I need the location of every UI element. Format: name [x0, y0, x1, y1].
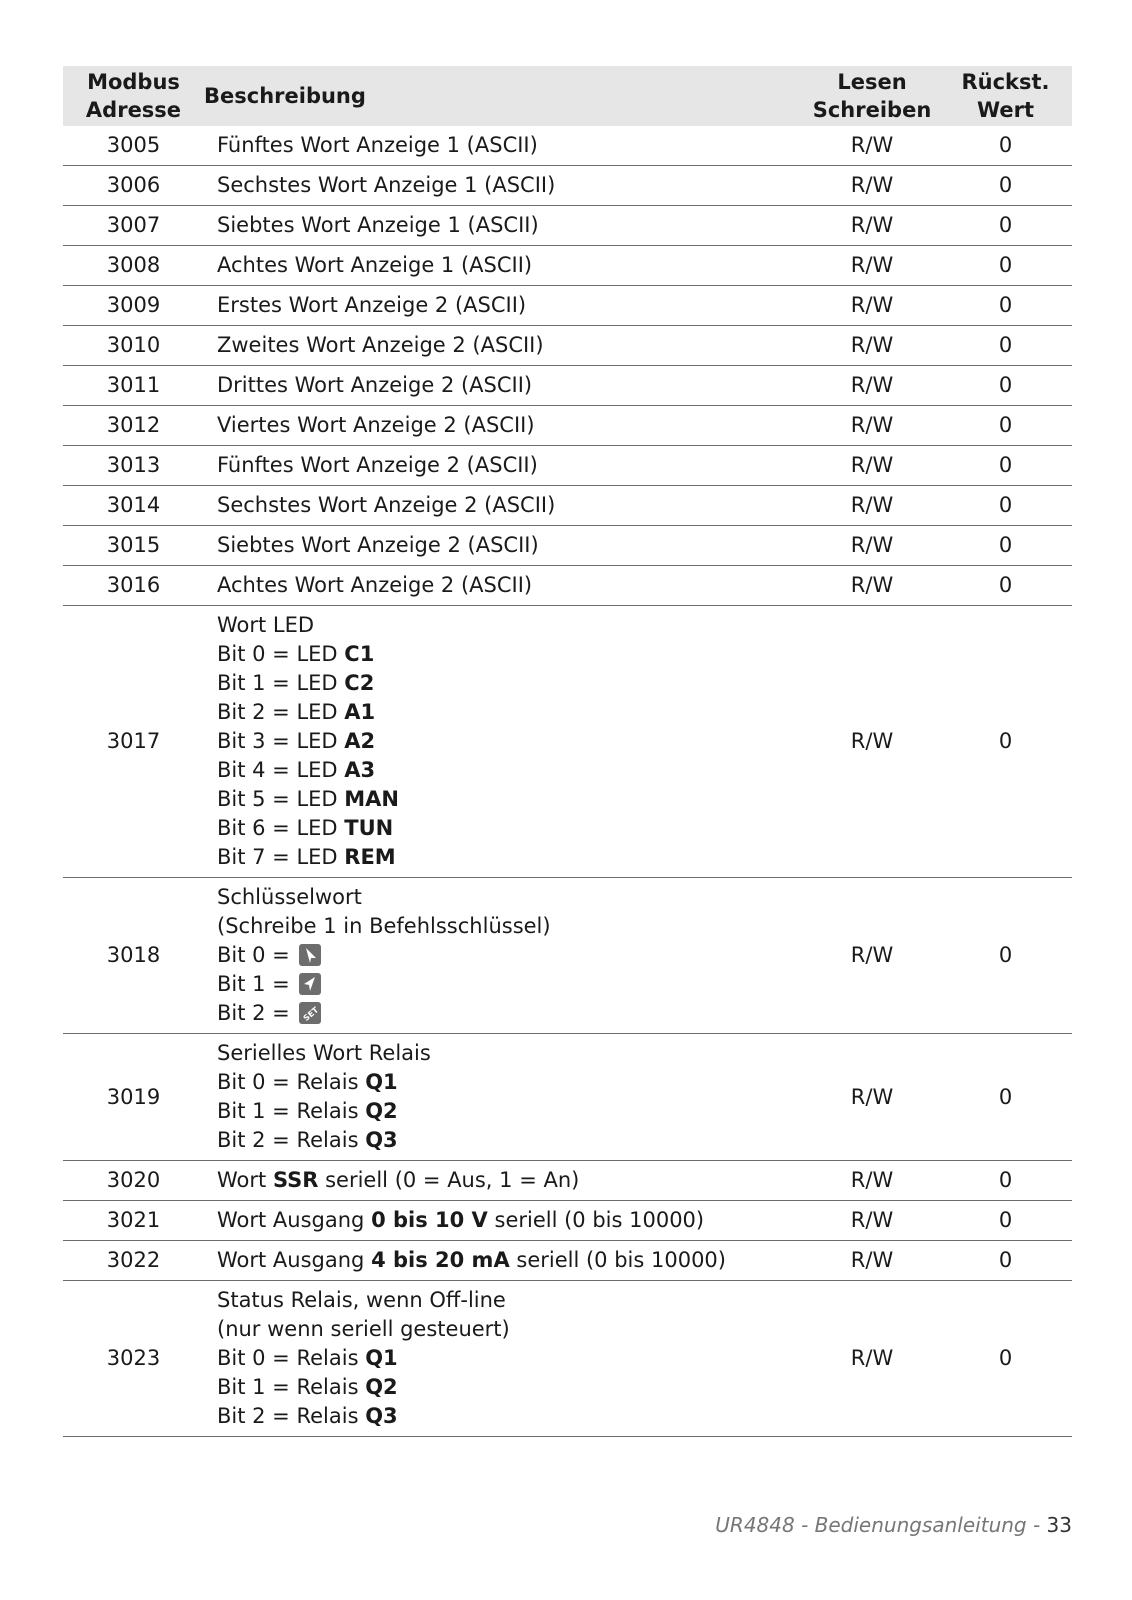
bit-line: Bit 1 = Relais Q2 [217, 1099, 398, 1123]
table-row: 3008 Achtes Wort Anzeige 1 (ASCII) R/W 0 [63, 246, 1072, 286]
bit-line: Bit 0 = Relais Q1 [217, 1346, 398, 1370]
key-down-arrow-icon [299, 944, 321, 966]
bit-line: Bit 2 = Relais Q3 [217, 1404, 398, 1428]
bit-line: Bit 0 = [217, 941, 805, 970]
led-word-description: Wort LED Bit 0 = LED C1 Bit 1 = LED C2 Bit 2 = LED A1 Bit 3 = LED A2 Bit 4 = LED A3 Bit 5 = LED MAN Bit 6 = LED TUN Bit 7 = LED REM [204, 606, 805, 878]
table-row: 3014 Sechstes Wort Anzeige 2 (ASCII) R/W 0 [63, 486, 1072, 526]
header-default-value: Rückst. Wert [939, 66, 1072, 126]
table-row: 3013 Fünftes Wort Anzeige 2 (ASCII) R/W 0 [63, 446, 1072, 486]
table-row-key-word: 3018 Schlüsselwort (Schreibe 1 in Befehlsschlüssel) Bit 0 = Bit 1 = Bit 2 = SET R/W 0 [63, 878, 1072, 1034]
key-up-arrow-icon [299, 973, 321, 995]
modbus-register-table [63, 66, 1072, 1437]
serial-relay-description: Serielles Wort Relais Bit 0 = Relais Q1 Bit 1 = Relais Q2 Bit 2 = Relais Q3 [204, 1034, 805, 1161]
table-row: 3015 Siebtes Wort Anzeige 2 (ASCII) R/W 0 [63, 526, 1072, 566]
header-description: Beschreibung [204, 66, 805, 126]
table-row: 3022 Wort Ausgang 4 bis 20 mA seriell (0 bis 10000) R/W 0 [63, 1241, 1072, 1281]
key-word-description: Schlüsselwort (Schreibe 1 in Befehlsschlüssel) Bit 0 = Bit 1 = Bit 2 = SET [204, 878, 805, 1034]
key-set-icon [299, 1002, 321, 1024]
table-row-relay-status-offline: 3023 Status Relais, wenn Off-line (nur wenn seriell gesteuert) Bit 0 = Relais Q1 Bit 1 = Relais Q2 Bit 2 = Relais Q3 R/W 0 [63, 1281, 1072, 1437]
bit-line: Bit 3 = LED A2 [217, 729, 376, 753]
bit-line: Bit 2 = SET [217, 1001, 321, 1025]
table-row: 3021 Wort Ausgang 0 bis 10 V seriell (0 bis 10000) R/W 0 [63, 1201, 1072, 1241]
table-row-serial-relay: 3019 Serielles Wort Relais Bit 0 = Relais Q1 Bit 1 = Relais Q2 Bit 2 = Relais Q3 R/W 0 [63, 1034, 1072, 1161]
bit-line: Bit 0 = LED C1 [217, 642, 375, 666]
header-address: Modbus Adresse [63, 66, 204, 126]
bit-line: Bit 2 = Relais Q3 [217, 1128, 398, 1152]
bit-line: Bit 2 = LED A1 [217, 700, 376, 724]
table-row: 3020 Wort SSR seriell (0 = Aus, 1 = An) R/W 0 [63, 1161, 1072, 1201]
svg-text:SET: SET [302, 1005, 321, 1023]
bit-line: Bit 7 = LED REM [217, 845, 396, 869]
table-row: 3006 Sechstes Wort Anzeige 1 (ASCII) R/W 0 [63, 166, 1072, 206]
bit-line: Bit 1 = LED C2 [217, 671, 375, 695]
table-body [63, 126, 1072, 1437]
table-row: 3010 Zweites Wort Anzeige 2 (ASCII) R/W 0 [63, 326, 1072, 366]
bit-line: Bit 4 = LED A3 [217, 758, 376, 782]
bit-line: Bit 5 = LED MAN [217, 787, 400, 811]
bit-line: Bit 1 = [217, 970, 805, 999]
table-header [63, 66, 1072, 126]
table-row-led-word: 3017 Wort LED Bit 0 = LED C1 Bit 1 = LED C2 Bit 2 = LED A1 Bit 3 = LED A2 Bit 4 = LED A3 Bit 5 = LED MAN Bit 6 = LED TUN Bit 7 = LED REM R/W 0 [63, 606, 1072, 878]
table-row: 3009 Erstes Wort Anzeige 2 (ASCII) R/W 0 [63, 286, 1072, 326]
header-read-write: Lesen Schreiben [805, 66, 939, 126]
table-row: 3011 Drittes Wort Anzeige 2 (ASCII) R/W 0 [63, 366, 1072, 406]
bit-line: Bit 6 = LED TUN [217, 816, 394, 840]
bit-line: Bit 0 = Relais Q1 [217, 1070, 398, 1094]
table-row: 3007 Siebtes Wort Anzeige 1 (ASCII) R/W 0 [63, 206, 1072, 246]
footer-document-title: UR4848 - Bedienungsanleitung - [715, 1513, 1047, 1537]
table-row: 3005 Fünftes Wort Anzeige 1 (ASCII) R/W 0 [63, 126, 1072, 166]
relay-status-description: Status Relais, wenn Off-line (nur wenn seriell gesteuert) Bit 0 = Relais Q1 Bit 1 = Relais Q2 Bit 2 = Relais Q3 [204, 1281, 805, 1437]
page-number: 33 [1046, 1513, 1072, 1537]
table-row: 3016 Achtes Wort Anzeige 2 (ASCII) R/W 0 [63, 566, 1072, 606]
table-row: 3012 Viertes Wort Anzeige 2 (ASCII) R/W 0 [63, 406, 1072, 446]
page-footer [715, 1513, 1072, 1537]
bit-line: Bit 1 = Relais Q2 [217, 1375, 398, 1399]
